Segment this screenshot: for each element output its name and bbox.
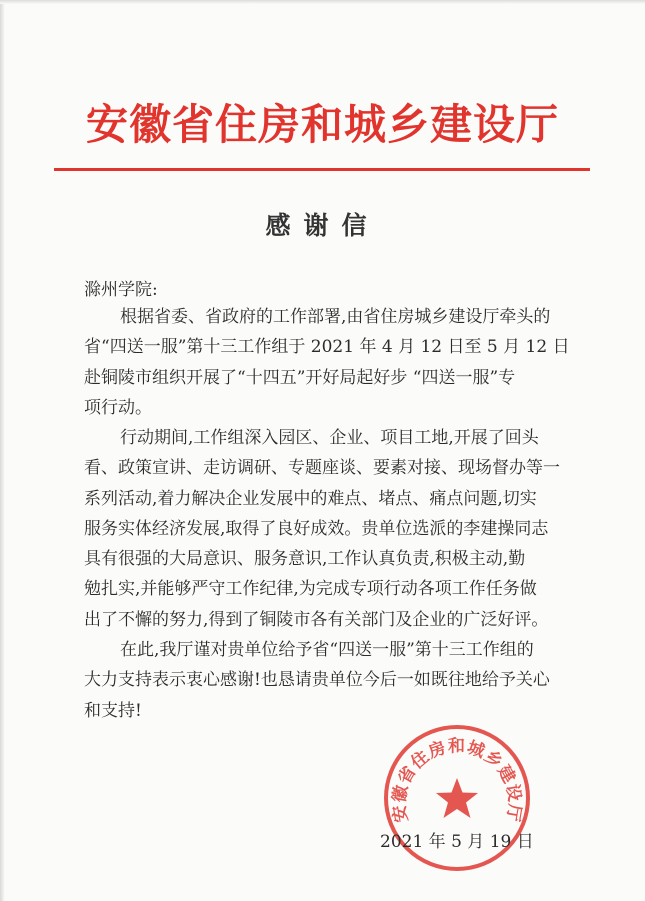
letterhead-title: 安徽省住房和城乡建设厅 bbox=[85, 100, 559, 149]
star-icon bbox=[436, 778, 478, 818]
paragraph-line: 和支持! bbox=[84, 700, 142, 721]
paragraph-line: 根据省委、省政府的工作部署,由省住房城乡建设厅牵头的 bbox=[120, 307, 551, 327]
salutation: 滁州学院: bbox=[84, 280, 158, 300]
paragraph-line: 看、政策宣讲、走访调研、专题座谈、要素对接、现场督办等一 bbox=[84, 458, 560, 479]
paragraph-2 bbox=[84, 423, 560, 635]
paragraph-line: 具有很强的大局意识、服务意识,工作认真负责,积极主动,勤 bbox=[84, 549, 526, 570]
paragraph-line: 项行动。 bbox=[84, 397, 152, 418]
paragraph-line: 省“四送一服”第十三工作组于 2021 年 4 月 12 日至 5 月 12 日 bbox=[84, 337, 570, 358]
paragraph-line: 行动期间,工作组深入园区、企业、项目工地,开展了回头 bbox=[120, 428, 539, 448]
letterhead-red-rule bbox=[54, 168, 590, 171]
letter-date: 2021 年 5 月 19 日 bbox=[380, 832, 534, 852]
paragraph-line: 服务实体经济发展,取得了良好成效。贵单位选派的李建操同志 bbox=[84, 518, 549, 539]
paragraph-1 bbox=[84, 302, 570, 423]
paragraph-line: 赴铜陵市组织开展了“十四五”开好局起好步 “四送一服”专 bbox=[84, 367, 516, 388]
paragraph-line: 在此,我厅谨对贵单位给予省“四送一服”第十三工作组的 bbox=[120, 640, 534, 660]
scan-edge-top bbox=[0, 0, 645, 4]
paragraph-line: 勉扎实,并能够严守工作纪律,为完成专项行动各项工作任务做 bbox=[84, 579, 537, 600]
paragraph-line: 系列活动,着力解决企业发展中的难点、堵点、痛点问题,切实 bbox=[84, 488, 537, 509]
seal-lettering: 安徽省住房和城乡建设厅 bbox=[389, 736, 525, 824]
paragraph-3 bbox=[84, 635, 550, 726]
paragraph-line: 大力支持表示衷心感谢!也恳请贵单位今后一如既往地给予关心 bbox=[84, 670, 550, 691]
paragraph-line: 出了不懈的努力,得到了铜陵市各有关部门及企业的广泛好评。 bbox=[84, 609, 549, 630]
letter-title: 感谢信 bbox=[265, 211, 380, 240]
